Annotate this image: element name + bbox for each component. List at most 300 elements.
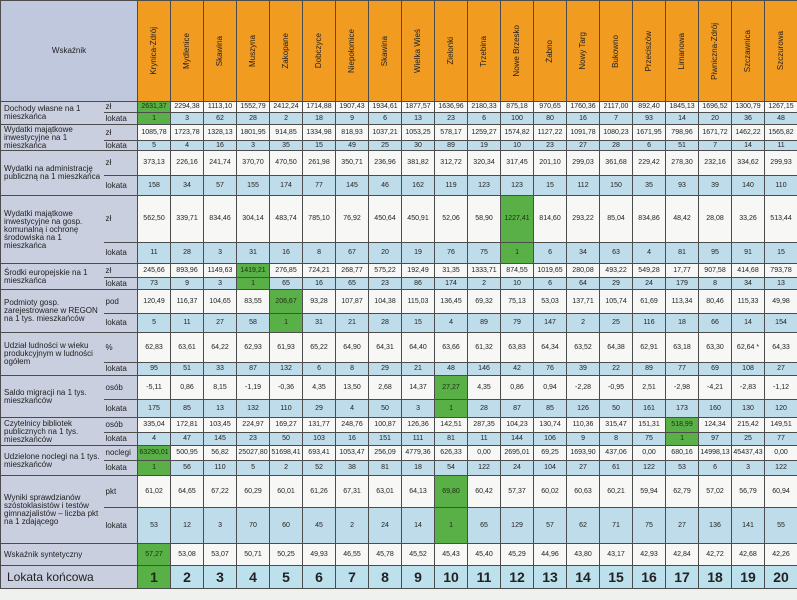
rank-cell: 53 <box>666 461 699 476</box>
value-cell: 172,81 <box>171 418 204 433</box>
city-header-13 <box>534 1 567 102</box>
final-rank-cell: 6 <box>303 566 336 589</box>
rank-cell: 93 <box>633 113 666 125</box>
rank-cell: 129 <box>501 508 534 544</box>
synthetic-cell: 45,52 <box>402 544 435 566</box>
indicator-header: Wskaźnik <box>1 1 138 102</box>
value-cell: 64,34 <box>534 333 567 363</box>
rank-cell: 162 <box>402 176 435 196</box>
rank-cell: 103 <box>303 433 336 446</box>
value-cell: 2180,33 <box>468 102 501 113</box>
value-cell: 69,32 <box>468 290 501 314</box>
rank-cell: 31 <box>303 314 336 333</box>
rank-cell: 21 <box>402 363 435 376</box>
value-cell: 62,93 <box>237 333 270 363</box>
value-cell: 1877,57 <box>402 102 435 113</box>
value-cell: 304,14 <box>237 196 270 243</box>
value-cell: 1113,10 <box>204 102 237 113</box>
value-cell: 335,04 <box>138 418 171 433</box>
rank-cell: 6 <box>534 243 567 264</box>
indicator-label: Czytelnicy bibliotek publicznych na 1 tys. mieszkańców <box>1 418 104 446</box>
value-cell: -0,36 <box>270 376 303 400</box>
value-cell: 130,74 <box>534 418 567 433</box>
rank-cell: 14 <box>666 113 699 125</box>
rank-cell: 77 <box>666 363 699 376</box>
rank-cell: 6 <box>303 363 336 376</box>
rank-cell: 12 <box>171 508 204 544</box>
table-body <box>1 102 797 589</box>
rank-cell: 9 <box>567 433 600 446</box>
value-unit: zł <box>104 102 138 113</box>
city-header-15 <box>600 1 633 102</box>
value-cell: 4,35 <box>303 376 336 400</box>
city-header-18 <box>699 1 732 102</box>
value-cell: 126,36 <box>402 418 435 433</box>
city-name: Dobczyce <box>314 33 324 69</box>
value-row <box>1 196 797 243</box>
indicator-label: Saldo migracji na 1 tys. mieszkańców <box>1 376 104 418</box>
final-rank-cell: 5 <box>270 566 303 589</box>
rank-cell: 8 <box>600 433 633 446</box>
final-rank-cell: 12 <box>501 566 534 589</box>
rank-cell: 3 <box>402 400 435 418</box>
rank-cell: 77 <box>303 176 336 196</box>
value-cell: 1714,88 <box>303 102 336 113</box>
value-cell: 361,68 <box>600 151 633 176</box>
rank-cell: 49 <box>336 141 369 151</box>
value-cell: 0,94 <box>534 376 567 400</box>
value-cell: 232,16 <box>699 151 732 176</box>
rank-cell: 27 <box>567 461 600 476</box>
city-header-11 <box>468 1 501 102</box>
value-cell: 64,31 <box>369 333 402 363</box>
value-cell: 124,34 <box>699 418 732 433</box>
value-cell: 104,65 <box>204 290 237 314</box>
rank-cell: 161 <box>633 400 666 418</box>
rank-unit: lokata <box>104 113 138 125</box>
value-cell: 1334,98 <box>303 125 336 141</box>
value-cell: 0,00 <box>468 446 501 461</box>
rank-cell: 66 <box>699 314 732 333</box>
value-cell: 142,51 <box>435 418 468 433</box>
value-cell: 63,83 <box>501 333 534 363</box>
value-cell: 45437,43 <box>732 446 765 461</box>
rank-cell: 1 <box>270 314 303 333</box>
value-cell: 60,29 <box>237 476 270 508</box>
value-cell: 1723,78 <box>171 125 204 141</box>
value-unit: noclegi <box>104 446 138 461</box>
value-cell: 381,82 <box>402 151 435 176</box>
rank-row <box>1 243 797 264</box>
rank-cell: 14 <box>732 141 765 151</box>
value-cell: 80,46 <box>699 290 732 314</box>
rank-cell: 4 <box>171 141 204 151</box>
rank-cell: 13 <box>204 400 237 418</box>
rank-cell: 9 <box>336 113 369 125</box>
rank-cell: 95 <box>699 243 732 264</box>
rank-cell: 112 <box>567 176 600 196</box>
rank-cell: 2 <box>270 461 303 476</box>
rank-cell: 65 <box>468 508 501 544</box>
rank-cell: 16 <box>336 433 369 446</box>
value-cell: 317,45 <box>501 151 534 176</box>
value-cell: 299,93 <box>765 151 797 176</box>
value-cell: 69,80 <box>435 476 468 508</box>
value-cell: 64,65 <box>171 476 204 508</box>
rank-cell: 147 <box>534 314 567 333</box>
rank-cell: 11 <box>138 243 171 264</box>
rank-cell: 52 <box>303 461 336 476</box>
value-cell: 61,93 <box>270 333 303 363</box>
rank-cell: 1 <box>501 243 534 264</box>
city-header-10 <box>435 1 468 102</box>
indicator-label: Wydatki na administrację publiczną na 1 mieszkańca <box>1 151 104 196</box>
city-header-17 <box>666 1 699 102</box>
value-cell: 893,96 <box>171 264 204 278</box>
value-cell: 100,87 <box>369 418 402 433</box>
rank-cell: 21 <box>336 314 369 333</box>
rank-cell: 38 <box>336 461 369 476</box>
value-cell: 241,74 <box>204 151 237 176</box>
rank-cell: 65 <box>270 278 303 290</box>
rank-cell: 79 <box>501 314 534 333</box>
synthetic-cell: 45,78 <box>369 544 402 566</box>
value-cell: 834,46 <box>204 196 237 243</box>
value-cell: 113,34 <box>666 290 699 314</box>
rank-cell: 126 <box>567 400 600 418</box>
value-cell: 120,49 <box>138 290 171 314</box>
value-cell: 1801,95 <box>237 125 270 141</box>
value-unit: zł <box>104 151 138 176</box>
rank-cell: 108 <box>732 363 765 376</box>
rank-cell: 25 <box>732 433 765 446</box>
value-cell: 63290,01 <box>138 446 171 461</box>
value-cell: 626,33 <box>435 446 468 461</box>
rank-cell: 55 <box>765 508 797 544</box>
city-name: Szczurowa <box>776 31 786 71</box>
final-rank-cell: 11 <box>468 566 501 589</box>
rank-row <box>1 400 797 418</box>
value-cell: 60,94 <box>765 476 797 508</box>
rank-row <box>1 461 797 476</box>
value-cell: 60,21 <box>600 476 633 508</box>
rank-cell: 65 <box>336 278 369 290</box>
rank-cell: 54 <box>435 461 468 476</box>
final-rank-row <box>1 566 797 589</box>
synthetic-cell: 53,08 <box>171 544 204 566</box>
rank-cell: 67 <box>336 243 369 264</box>
value-row <box>1 446 797 461</box>
value-cell: 64,33 <box>765 333 797 363</box>
value-cell: 1671,72 <box>699 125 732 141</box>
value-cell: 64,40 <box>402 333 435 363</box>
rank-cell: 42 <box>501 363 534 376</box>
rank-cell: 70 <box>237 508 270 544</box>
value-cell: 0,86 <box>501 376 534 400</box>
value-cell: 76,92 <box>336 196 369 243</box>
rank-cell: 1 <box>138 461 171 476</box>
city-name: Zielonki <box>446 37 456 65</box>
value-cell: 57,02 <box>699 476 732 508</box>
rank-cell: 3 <box>204 243 237 264</box>
value-cell: 2631,37 <box>138 102 171 113</box>
rank-cell: 57 <box>534 508 567 544</box>
value-cell: 1565,82 <box>765 125 797 141</box>
value-cell: 104,23 <box>501 418 534 433</box>
city-name: Bukowno <box>611 34 621 68</box>
value-cell: 63,01 <box>369 476 402 508</box>
value-cell: 69,25 <box>534 446 567 461</box>
rank-row <box>1 176 797 196</box>
value-unit: pod <box>104 290 138 314</box>
rank-cell: 24 <box>501 461 534 476</box>
value-cell: 1149,63 <box>204 264 237 278</box>
rank-cell: 3 <box>204 278 237 290</box>
value-cell: 248,76 <box>336 418 369 433</box>
city-name: Limanowa <box>677 32 687 70</box>
value-cell: 64,38 <box>600 333 633 363</box>
value-cell: 280,08 <box>567 264 600 278</box>
rank-cell: 91 <box>732 243 765 264</box>
value-cell: 914,85 <box>270 125 303 141</box>
value-cell: 229,42 <box>633 151 666 176</box>
rank-cell: 63 <box>600 243 633 264</box>
value-cell: 450,64 <box>369 196 402 243</box>
value-row <box>1 264 797 278</box>
value-cell: 1907,43 <box>336 102 369 113</box>
city-name: Zakopane <box>281 33 291 69</box>
value-cell: 437,06 <box>600 446 633 461</box>
rank-cell: 3 <box>171 113 204 125</box>
rank-cell: 81 <box>666 243 699 264</box>
value-cell: 1934,61 <box>369 102 402 113</box>
rank-cell: 111 <box>402 433 435 446</box>
rank-cell: 62 <box>567 508 600 544</box>
rank-cell: 30 <box>402 141 435 151</box>
rank-row <box>1 508 797 544</box>
value-cell: 61,69 <box>633 290 666 314</box>
rank-cell: 18 <box>666 314 699 333</box>
rank-cell: 5 <box>237 461 270 476</box>
rank-cell: 58 <box>237 314 270 333</box>
rank-cell: 39 <box>699 176 732 196</box>
value-cell: 201,10 <box>534 151 567 176</box>
value-cell: 483,74 <box>270 196 303 243</box>
indicator-label: Wydatki majątkowe inwestycyjne na gosp. komunalną i ochronę środowiska na 1 mieszkańca <box>1 196 104 264</box>
value-cell: 104,38 <box>369 290 402 314</box>
rank-cell: 14 <box>732 314 765 333</box>
rank-cell: 71 <box>600 508 633 544</box>
value-cell: 1267,15 <box>765 102 797 113</box>
value-cell: -2,98 <box>666 376 699 400</box>
value-cell: 60,01 <box>270 476 303 508</box>
rank-cell: 93 <box>666 176 699 196</box>
rank-cell: 150 <box>600 176 633 196</box>
synthetic-cell: 43,17 <box>600 544 633 566</box>
rank-cell: 6 <box>369 113 402 125</box>
city-name: Muszyna <box>248 34 258 67</box>
rank-unit: lokata <box>104 508 138 544</box>
synthetic-cell: 45,40 <box>468 544 501 566</box>
rank-cell: 14 <box>402 508 435 544</box>
rank-cell: 123 <box>501 176 534 196</box>
city-header-1 <box>138 1 171 102</box>
rank-cell: 151 <box>369 433 402 446</box>
header-row <box>1 1 797 102</box>
rank-cell: 122 <box>468 461 501 476</box>
value-cell: 64,90 <box>336 333 369 363</box>
rank-cell: 11 <box>468 433 501 446</box>
rank-cell: 141 <box>732 508 765 544</box>
rank-cell: 20 <box>699 113 732 125</box>
rank-cell: 4 <box>336 400 369 418</box>
rank-cell: 16 <box>567 113 600 125</box>
value-cell: 53,03 <box>534 290 567 314</box>
value-unit: zł <box>104 264 138 278</box>
rank-cell: 33 <box>204 363 237 376</box>
rank-cell: 28 <box>468 400 501 418</box>
rank-cell: 116 <box>633 314 666 333</box>
value-row <box>1 290 797 314</box>
value-row <box>1 476 797 508</box>
rank-cell: 3 <box>204 508 237 544</box>
value-cell: 500,95 <box>171 446 204 461</box>
rank-cell: 89 <box>435 141 468 151</box>
rank-cell: 132 <box>237 400 270 418</box>
rank-cell: 110 <box>204 461 237 476</box>
rank-cell: 19 <box>402 243 435 264</box>
city-name: Mydlenice <box>182 32 192 69</box>
city-header-20 <box>765 1 797 102</box>
rank-cell: 154 <box>765 314 797 333</box>
value-cell: 320,34 <box>468 151 501 176</box>
value-cell: 56,82 <box>204 446 237 461</box>
value-cell: 470,50 <box>270 151 303 176</box>
value-cell: 169,27 <box>270 418 303 433</box>
value-unit: zł <box>104 196 138 243</box>
synthetic-cell: 44,96 <box>534 544 567 566</box>
rank-cell: 20 <box>369 243 402 264</box>
value-cell: 137,71 <box>567 290 600 314</box>
synthetic-cell: 46,55 <box>336 544 369 566</box>
value-cell: 370,70 <box>237 151 270 176</box>
rank-cell: 144 <box>501 433 534 446</box>
rank-cell: 13 <box>402 113 435 125</box>
value-cell: 61,02 <box>138 476 171 508</box>
value-cell: 107,87 <box>336 290 369 314</box>
rank-cell: 155 <box>237 176 270 196</box>
value-cell: 493,22 <box>600 264 633 278</box>
rank-cell: 23 <box>369 278 402 290</box>
rank-unit: lokata <box>104 400 138 418</box>
city-name: Skawina <box>215 35 225 67</box>
value-row <box>1 418 797 433</box>
synthetic-cell: 42,26 <box>765 544 797 566</box>
rank-row <box>1 141 797 151</box>
value-cell: 224,97 <box>237 418 270 433</box>
rank-cell: 13 <box>765 278 797 290</box>
rank-cell: 87 <box>501 400 534 418</box>
synthetic-cell: 42,72 <box>699 544 732 566</box>
synthetic-cell: 45,43 <box>435 544 468 566</box>
rank-cell: 75 <box>633 433 666 446</box>
value-row <box>1 102 797 113</box>
value-cell: 874,55 <box>501 264 534 278</box>
rank-cell: 5 <box>138 314 171 333</box>
rank-cell: 140 <box>732 176 765 196</box>
rank-cell: 27 <box>765 363 797 376</box>
value-cell: 28,08 <box>699 196 732 243</box>
final-rank-cell: 2 <box>171 566 204 589</box>
rank-cell: 35 <box>270 141 303 151</box>
value-cell: 103,45 <box>204 418 237 433</box>
final-rank-cell: 1 <box>138 566 171 589</box>
rank-cell: 2 <box>336 508 369 544</box>
rank-cell: 22 <box>600 363 633 376</box>
value-cell: 236,96 <box>369 151 402 176</box>
value-cell: 278,30 <box>666 151 699 176</box>
value-cell: 907,58 <box>699 264 732 278</box>
value-cell: 1127,22 <box>534 125 567 141</box>
value-cell: 51698,41 <box>270 446 303 461</box>
value-cell: 2412,24 <box>270 102 303 113</box>
value-cell: 798,96 <box>666 125 699 141</box>
rank-cell: 97 <box>699 433 732 446</box>
rank-cell: 34 <box>567 243 600 264</box>
rank-cell: 36 <box>732 113 765 125</box>
value-cell: 65,22 <box>303 333 336 363</box>
synthetic-cell: 42,93 <box>633 544 666 566</box>
rank-cell: 173 <box>666 400 699 418</box>
rank-cell: 27 <box>567 141 600 151</box>
value-cell: 206,67 <box>270 290 303 314</box>
value-cell: 1053,25 <box>402 125 435 141</box>
value-cell: 261,98 <box>303 151 336 176</box>
value-cell: 64,22 <box>204 333 237 363</box>
value-cell: 1328,13 <box>204 125 237 141</box>
city-header-3 <box>204 1 237 102</box>
final-rank-cell: 16 <box>633 566 666 589</box>
value-cell: 62,91 <box>633 333 666 363</box>
rank-cell: 146 <box>468 363 501 376</box>
synthetic-cell: 53,07 <box>204 544 237 566</box>
rank-cell: 45 <box>303 508 336 544</box>
value-cell: 287,35 <box>468 418 501 433</box>
value-cell: 14998,13 <box>699 446 732 461</box>
rank-cell: 120 <box>765 400 797 418</box>
rank-cell: 89 <box>468 314 501 333</box>
city-name: Szczawnica <box>743 29 753 73</box>
value-cell: 1259,27 <box>468 125 501 141</box>
rank-cell: 76 <box>435 243 468 264</box>
rank-cell: 73 <box>138 278 171 290</box>
rank-cell: 7 <box>699 141 732 151</box>
rank-cell: 15 <box>402 314 435 333</box>
final-rank-label: Lokata końcowa <box>1 566 138 589</box>
value-cell: 226,16 <box>171 151 204 176</box>
rank-cell: 47 <box>171 433 204 446</box>
value-cell: 1419,21 <box>237 264 270 278</box>
city-name: Wielka Wieś <box>413 28 423 73</box>
rank-cell: 18 <box>303 113 336 125</box>
indicator-label: Udział ludności w wieku produkcyjnym w ludności ogółem <box>1 333 104 376</box>
rank-cell: 29 <box>369 363 402 376</box>
rank-cell: 56 <box>171 461 204 476</box>
rank-cell: 136 <box>699 508 732 544</box>
rank-cell: 100 <box>501 113 534 125</box>
rank-cell: 61 <box>600 461 633 476</box>
indicator-label: Dochody własne na 1 mieszkańca <box>1 102 104 125</box>
